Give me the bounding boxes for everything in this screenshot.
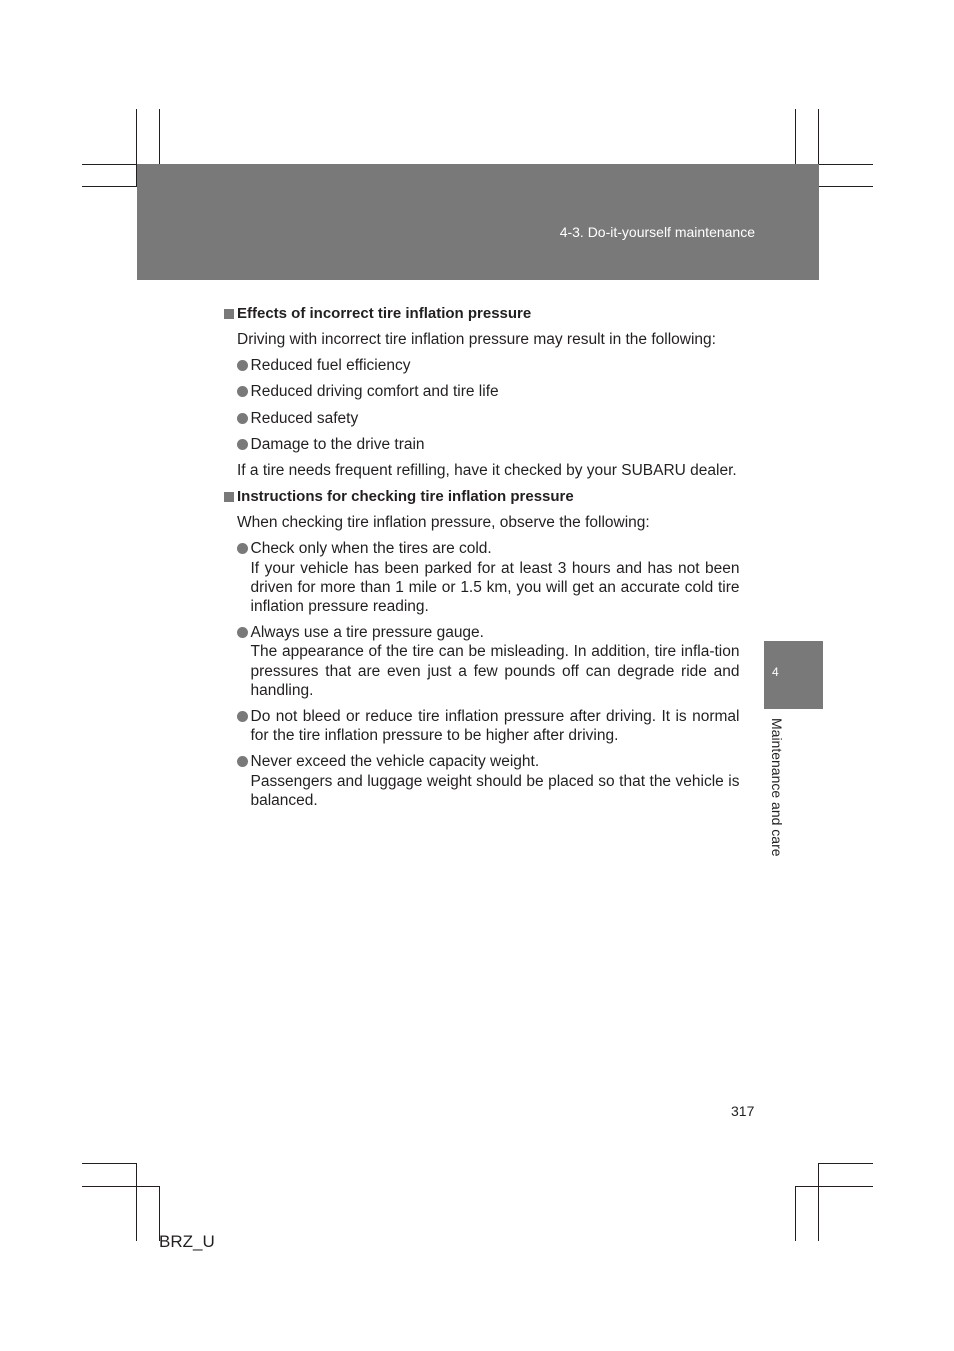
header-band — [137, 164, 819, 280]
crop-mark — [795, 1186, 873, 1187]
page-content — [223, 304, 753, 817]
circle-bullet-icon — [237, 413, 248, 424]
square-bullet-icon — [224, 309, 234, 319]
crop-mark — [82, 1163, 137, 1164]
circle-bullet-icon — [237, 756, 248, 767]
list-item-detail: If your vehicle has been parked for at least 3 hours and has not been driven for more than 1 mile or 1.5 km, you will get an accurate cold tire inflation pressure reading. — [250, 559, 740, 616]
section-heading — [223, 487, 753, 506]
list-item — [237, 539, 740, 616]
model-code: BRZ_U — [159, 1232, 215, 1251]
list-item — [237, 435, 740, 454]
list-item-text: Reduced safety — [250, 409, 359, 427]
section-intro: Driving with incorrect tire inflation pressure may result in the following: — [237, 331, 716, 348]
crop-mark — [795, 1186, 796, 1241]
section-heading — [223, 304, 753, 323]
crop-mark — [795, 109, 796, 164]
crop-mark — [82, 186, 137, 187]
list-item — [237, 623, 740, 700]
circle-bullet-icon — [237, 543, 248, 554]
list-item — [237, 707, 740, 745]
circle-bullet-icon — [237, 386, 248, 397]
circle-bullet-icon — [237, 711, 248, 722]
chapter-number: 4 — [772, 665, 779, 679]
list-item-detail: Passengers and luggage weight should be placed so that the vehicle is balanced. — [250, 772, 740, 809]
circle-bullet-icon — [237, 360, 248, 371]
circle-bullet-icon — [237, 627, 248, 638]
list-item-lead: Always use a tire pressure gauge. — [250, 624, 484, 642]
page-number: 317 — [731, 1103, 755, 1119]
list-item-text: Damage to the drive train — [250, 435, 425, 453]
section-heading-text: Instructions for checking tire inflation pressure — [237, 488, 574, 506]
list-item-lead: Never exceed the vehicle capacity weight. — [250, 753, 540, 771]
crop-mark — [136, 1163, 137, 1241]
section-closing: If a tire needs frequent refilling, have it checked by your SUBARU dealer. — [237, 462, 737, 480]
list-item-text: Reduced fuel efficiency — [250, 357, 411, 375]
list-item — [237, 752, 740, 810]
list-item-text: Reduced driving comfort and tire life — [250, 383, 499, 401]
section-title: 4-3. Do-it-yourself maintenance — [559, 224, 755, 240]
crop-mark — [82, 1186, 160, 1187]
circle-bullet-icon — [237, 439, 248, 450]
crop-mark — [818, 1163, 873, 1164]
chapter-tab — [764, 641, 823, 709]
crop-mark — [818, 186, 873, 187]
crop-mark — [818, 1163, 819, 1241]
section-heading-text: Effects of incorrect tire inflation pressure — [237, 305, 532, 322]
list-item — [237, 409, 740, 428]
section-intro: When checking tire inflation pressure, observe the following: — [237, 514, 650, 532]
crop-mark — [159, 109, 160, 164]
chapter-label: Maintenance and care — [769, 718, 785, 857]
list-item — [237, 356, 740, 375]
list-item-detail: The appearance of the tire can be misleading. In addition, tire infla-tion pressures that are even just a few pounds off can degrade ride and handling. — [250, 643, 740, 699]
list-item-lead: Do not bleed or reduce tire inflation pressure after driving. It is normal for the tire inflation pressure to be higher after driving. — [250, 708, 740, 745]
square-bullet-icon — [224, 492, 234, 502]
list-item-lead: Check only when the tires are cold. — [250, 540, 492, 558]
list-item — [237, 382, 740, 401]
